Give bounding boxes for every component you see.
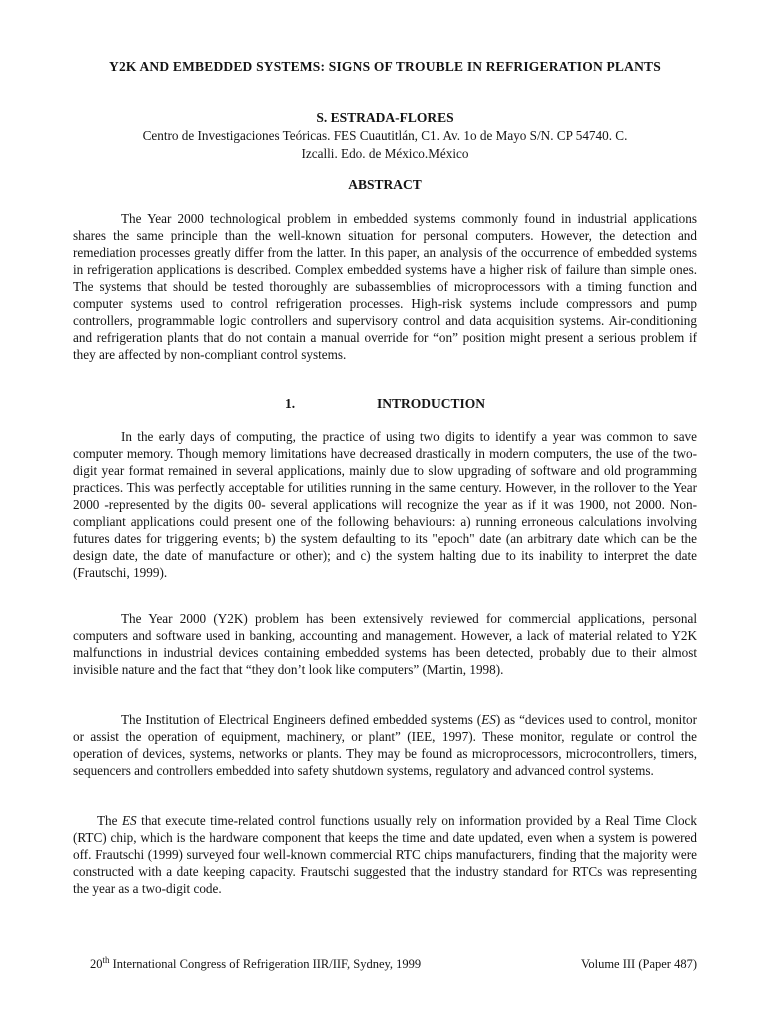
page-footer <box>90 954 697 972</box>
p3-text-before: The Institution of Electrical Engineers defined embedded systems ( <box>121 712 482 727</box>
congress-name: International Congress of Refrigeration IIR/IIF, Sydney, 1999 <box>109 957 422 971</box>
congress-number: 20 <box>90 957 103 971</box>
abstract-heading: ABSTRACT <box>348 177 422 192</box>
introduction-heading <box>73 396 697 412</box>
affiliation-line-1: Centro de Investigaciones Teóricas. FES Cuautitlán, C1. Av. 1o de Mayo S/N. CP 54740. C. <box>142 128 628 143</box>
section-title: INTRODUCTION <box>376 396 485 411</box>
paper-title: Y2K AND EMBEDDED SYSTEMS: SIGNS OF TROUBLE IN REFRIGERATION PLANTS <box>109 59 661 74</box>
p4-es-abbrev: ES <box>122 813 137 828</box>
intro-paragraph-2: The Year 2000 (Y2K) problem has been extensively reviewed for commercial applications, personal computers and software used in banking, accounting and management. However, a lack of material related to Y2K malfunctions in industrial devices containing embedded systems has been detected, probably due to their almost invisible nature and the fact that “they don’t look like computers” (Martin, 1998). <box>73 611 697 677</box>
footer-volume: Volume III (Paper 487) <box>580 957 697 971</box>
paper-page <box>73 0 697 1024</box>
affiliation-line-2: Izcalli. Edo. de México.México <box>301 146 469 161</box>
p4-text-before: The <box>97 813 122 828</box>
author-name: S. ESTRADA-FLORES <box>316 110 454 125</box>
intro-paragraph-1: In the early days of computing, the practice of using two digits to identify a year was common to save computer memory. Though memory limitations have decreased drastically in modern computers, the use of the two-digit year format remained in several applications, mainly due to slow upgrading of software and old programming practices. This was perfectly acceptable for utilities running in the same century. However, in the rollover to the Year 2000 -represented by the digits 00- several applications will recognize the year as if it was 1900, not 2000. Non-compliant applications could present one of the following behaviours: a) running erroneous calculations involving futures dates for triggering events; b) the system defaulting to its "epoch" date (an arbitrary date which can be the design date, the date of manufacture or other); and c) the system halting due to its inability to interpret the date (Frautschi, 1999). <box>73 429 697 580</box>
abstract-text: The Year 2000 technological problem in embedded systems commonly found in industrial applications shares the same principle than the well-known situation for personal computers. However, the detection and remediation processes greatly differ from the latter. In this paper, an analysis of the occurrence of embedded systems in refrigeration applications is described. Complex embedded systems have a higher risk of failure than simple ones. The systems that should be tested thoroughly are subassemblies of microprocessors with a timing function and computer systems used to control refrigeration processes. High-risk systems include compressors and pump controllers, programmable logic controllers and supervisory control and data acquisition systems. Air-conditioning and refrigeration plants that do not contain a manual override for “on” position might present a serious problem if they are affected by non-compliant control systems. <box>73 211 697 362</box>
affiliation <box>73 127 697 163</box>
p4-text-after: that execute time-related control functions usually rely on information provided by a Real Time Clock (RTC) chip, which is the hardware component that keeps the time and date updated, even when a system is powered off. Frautschi (1999) surveyed four well-known commercial RTC chips manufacturers, finding that the majority were constructed with a date keeping capacity. Frautschi suggested that the industry standard for RTCs was representing the year as a two-digit code. <box>73 813 697 896</box>
p3-text-after: ) as “devices used to control, monitor or assist the operation of equipment, machinery, or plant” (IEE, 1997). These monitor, regulate or control the operation of devices, systems, networks or plants. They may be found as microprocessors, microcontrollers, timers, sequencers and controllers embedded into safety shutdown systems, regulatory and advanced control systems. <box>73 712 697 778</box>
p3-es-abbrev: ES <box>481 712 496 727</box>
intro-paragraph-3 <box>73 711 697 779</box>
intro-paragraph-4 <box>73 812 697 897</box>
congress-ordinal: th <box>102 954 110 965</box>
section-number: 1. <box>284 396 296 411</box>
footer-congress <box>90 954 422 972</box>
